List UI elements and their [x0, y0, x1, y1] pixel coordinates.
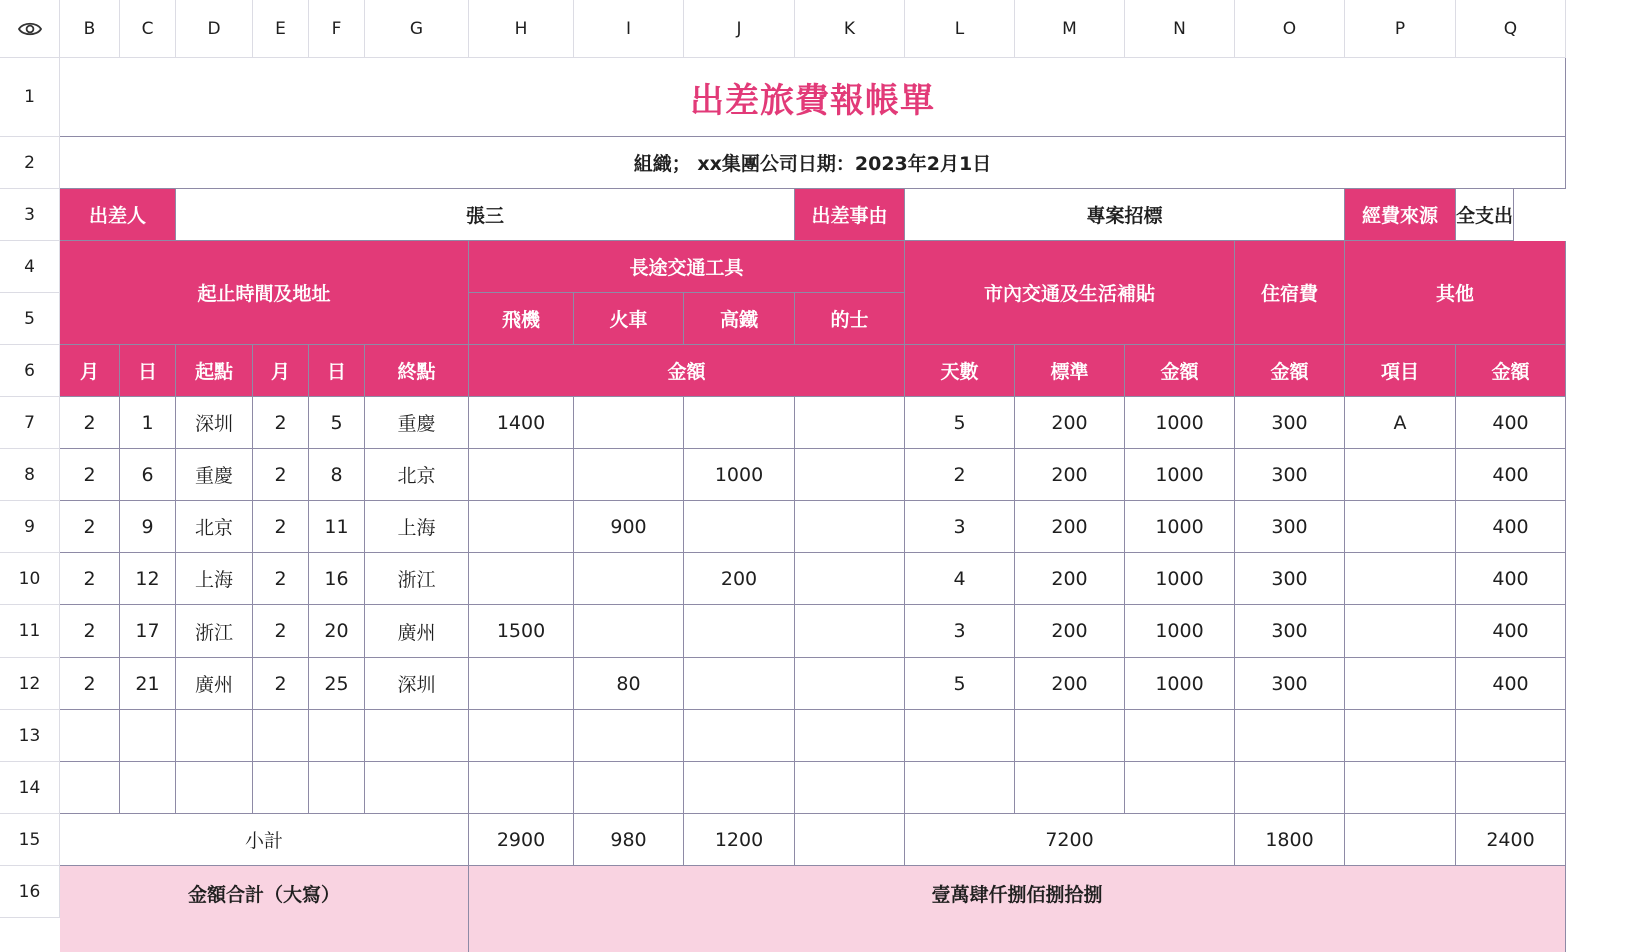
- table-cell[interactable]: 80: [574, 658, 684, 710]
- table-cell-empty[interactable]: [253, 762, 309, 814]
- table-cell[interactable]: 200: [1015, 397, 1125, 449]
- table-cell[interactable]: 300: [1235, 658, 1345, 710]
- table-cell-empty[interactable]: [469, 762, 574, 814]
- table-cell[interactable]: 8: [309, 449, 365, 501]
- table-cell-empty[interactable]: [684, 762, 795, 814]
- table-cell[interactable]: 2: [60, 658, 120, 710]
- table-cell-empty[interactable]: [1345, 762, 1456, 814]
- reason-label[interactable]: 出差事由: [795, 189, 905, 241]
- table-cell-empty[interactable]: [60, 762, 120, 814]
- table-cell[interactable]: 深圳: [365, 658, 469, 710]
- table-cell[interactable]: 6: [120, 449, 176, 501]
- table-cell[interactable]: 2: [253, 397, 309, 449]
- table-cell[interactable]: 2: [60, 449, 120, 501]
- table-cell[interactable]: 3: [905, 501, 1015, 553]
- table-cell[interactable]: 2: [60, 553, 120, 605]
- header-lodging[interactable]: 住宿費: [1235, 241, 1345, 345]
- table-cell-empty[interactable]: [1235, 762, 1345, 814]
- header-other-item[interactable]: 項目: [1345, 345, 1456, 397]
- table-cell[interactable]: 25: [309, 658, 365, 710]
- subtotal-airplane[interactable]: 2900: [469, 814, 574, 866]
- table-cell[interactable]: 2: [60, 501, 120, 553]
- column-header-c[interactable]: C: [120, 0, 176, 58]
- table-cell[interactable]: [1345, 605, 1456, 658]
- row-header-7[interactable]: 7: [0, 397, 60, 449]
- header-day-start[interactable]: 日: [120, 345, 176, 397]
- table-cell[interactable]: 400: [1456, 658, 1566, 710]
- table-cell[interactable]: 2: [60, 605, 120, 658]
- column-header-g[interactable]: G: [365, 0, 469, 58]
- table-cell-empty[interactable]: [1456, 710, 1566, 762]
- table-cell[interactable]: 北京: [176, 501, 253, 553]
- table-cell[interactable]: [684, 605, 795, 658]
- table-cell[interactable]: 900: [574, 501, 684, 553]
- subtotal-lodging[interactable]: 1800: [1235, 814, 1345, 866]
- column-header-q[interactable]: Q: [1456, 0, 1566, 58]
- table-cell[interactable]: 5: [309, 397, 365, 449]
- table-cell[interactable]: 上海: [365, 501, 469, 553]
- table-cell[interactable]: 12: [120, 553, 176, 605]
- table-cell[interactable]: 9: [120, 501, 176, 553]
- sheet-title[interactable]: 出差旅費報帳單: [60, 58, 1566, 137]
- table-cell[interactable]: 2: [253, 605, 309, 658]
- header-time-place[interactable]: 起止時間及地址: [60, 241, 469, 345]
- table-cell[interactable]: 北京: [365, 449, 469, 501]
- table-cell[interactable]: 300: [1235, 501, 1345, 553]
- table-cell[interactable]: 1400: [469, 397, 574, 449]
- table-cell[interactable]: 300: [1235, 397, 1345, 449]
- eye-icon[interactable]: [17, 20, 43, 38]
- header-airplane[interactable]: 飛機: [469, 293, 574, 345]
- row-header-11[interactable]: 11: [0, 605, 60, 658]
- table-cell[interactable]: 11: [309, 501, 365, 553]
- table-cell-empty[interactable]: [176, 762, 253, 814]
- select-all-corner[interactable]: [0, 0, 60, 58]
- table-cell[interactable]: 1000: [1125, 658, 1235, 710]
- table-cell[interactable]: 2: [905, 449, 1015, 501]
- column-header-d[interactable]: D: [176, 0, 253, 58]
- table-cell-empty[interactable]: [1456, 762, 1566, 814]
- column-header-m[interactable]: M: [1015, 0, 1125, 58]
- table-cell[interactable]: 2: [253, 449, 309, 501]
- table-cell[interactable]: [469, 553, 574, 605]
- table-cell-empty[interactable]: [365, 762, 469, 814]
- row-header-3[interactable]: 3: [0, 189, 60, 241]
- table-cell[interactable]: 1000: [684, 449, 795, 501]
- subtotal-label[interactable]: 小計: [60, 814, 469, 866]
- table-cell-empty[interactable]: [1125, 710, 1235, 762]
- subtotal-taxi[interactable]: [795, 814, 905, 866]
- table-cell-empty[interactable]: [795, 710, 905, 762]
- table-cell[interactable]: 400: [1456, 501, 1566, 553]
- table-cell-empty[interactable]: [1015, 710, 1125, 762]
- subtotal-train[interactable]: 980: [574, 814, 684, 866]
- row-header-1[interactable]: 1: [0, 58, 60, 137]
- header-month-end[interactable]: 月: [253, 345, 309, 397]
- column-header-o[interactable]: O: [1235, 0, 1345, 58]
- total-label[interactable]: 金額合計（大寫）: [60, 866, 469, 952]
- table-cell-empty[interactable]: [120, 710, 176, 762]
- header-other-amount[interactable]: 金額: [1456, 345, 1566, 397]
- traveler-label[interactable]: 出差人: [60, 189, 176, 241]
- table-cell-empty[interactable]: [905, 762, 1015, 814]
- row-header-12[interactable]: 12: [0, 658, 60, 710]
- table-cell[interactable]: 300: [1235, 605, 1345, 658]
- table-cell[interactable]: 17: [120, 605, 176, 658]
- table-cell[interactable]: [469, 449, 574, 501]
- table-cell-empty[interactable]: [905, 710, 1015, 762]
- row-header-13[interactable]: 13: [0, 710, 60, 762]
- table-cell[interactable]: 1000: [1125, 605, 1235, 658]
- table-cell[interactable]: 5: [905, 658, 1015, 710]
- column-header-n[interactable]: N: [1125, 0, 1235, 58]
- table-cell[interactable]: [1345, 501, 1456, 553]
- table-cell[interactable]: 400: [1456, 397, 1566, 449]
- column-header-h[interactable]: H: [469, 0, 574, 58]
- header-city-allowance[interactable]: 市內交通及生活補貼: [905, 241, 1235, 345]
- header-taxi[interactable]: 的士: [795, 293, 905, 345]
- header-hsr[interactable]: 高鐵: [684, 293, 795, 345]
- table-cell[interactable]: [1345, 553, 1456, 605]
- reason-value[interactable]: 專案招標: [905, 189, 1345, 241]
- table-cell[interactable]: [795, 397, 905, 449]
- total-value[interactable]: 壹萬肆仟捌佰捌拾捌: [469, 866, 1566, 952]
- header-city-amount[interactable]: 金額: [1125, 345, 1235, 397]
- table-cell-empty[interactable]: [684, 710, 795, 762]
- table-cell[interactable]: 2: [60, 397, 120, 449]
- table-cell[interactable]: [795, 501, 905, 553]
- table-cell[interactable]: 200: [1015, 553, 1125, 605]
- subtotal-city[interactable]: 7200: [905, 814, 1235, 866]
- table-cell[interactable]: 200: [1015, 501, 1125, 553]
- table-cell[interactable]: 21: [120, 658, 176, 710]
- table-cell[interactable]: [469, 658, 574, 710]
- column-header-p[interactable]: P: [1345, 0, 1456, 58]
- row-header-16[interactable]: 16: [0, 866, 60, 918]
- table-cell[interactable]: [684, 501, 795, 553]
- column-header-i[interactable]: I: [574, 0, 684, 58]
- header-train[interactable]: 火車: [574, 293, 684, 345]
- table-cell-empty[interactable]: [309, 710, 365, 762]
- table-cell-empty[interactable]: [365, 710, 469, 762]
- table-cell[interactable]: [684, 658, 795, 710]
- table-cell-empty[interactable]: [574, 762, 684, 814]
- table-cell-empty[interactable]: [469, 710, 574, 762]
- column-header-f[interactable]: F: [309, 0, 365, 58]
- row-header-2[interactable]: 2: [0, 137, 60, 189]
- table-cell-empty[interactable]: [253, 710, 309, 762]
- column-header-e[interactable]: E: [253, 0, 309, 58]
- header-days[interactable]: 天數: [905, 345, 1015, 397]
- info-line[interactable]: 組織； xx集團公司日期：2023年2月1日: [60, 137, 1566, 189]
- subtotal-other-amount[interactable]: 2400: [1456, 814, 1566, 866]
- table-cell[interactable]: 廣州: [176, 658, 253, 710]
- table-cell[interactable]: 400: [1456, 553, 1566, 605]
- table-cell[interactable]: 1000: [1125, 397, 1235, 449]
- row-header-6[interactable]: 6: [0, 345, 60, 397]
- table-cell-empty[interactable]: [60, 710, 120, 762]
- subtotal-hsr[interactable]: 1200: [684, 814, 795, 866]
- table-cell[interactable]: 200: [1015, 605, 1125, 658]
- table-cell[interactable]: 200: [1015, 449, 1125, 501]
- column-header-k[interactable]: K: [795, 0, 905, 58]
- table-cell[interactable]: [795, 449, 905, 501]
- table-cell-empty[interactable]: [309, 762, 365, 814]
- table-cell[interactable]: 浙江: [365, 553, 469, 605]
- table-cell[interactable]: [574, 449, 684, 501]
- table-cell[interactable]: 1: [120, 397, 176, 449]
- column-header-j[interactable]: J: [684, 0, 795, 58]
- table-cell-empty[interactable]: [795, 762, 905, 814]
- table-cell[interactable]: [469, 501, 574, 553]
- header-standard[interactable]: 標準: [1015, 345, 1125, 397]
- row-header-14[interactable]: 14: [0, 762, 60, 814]
- table-cell[interactable]: [574, 605, 684, 658]
- header-transport-amount[interactable]: 金額: [469, 345, 905, 397]
- table-cell[interactable]: 4: [905, 553, 1015, 605]
- header-lodging-amount[interactable]: 金額: [1235, 345, 1345, 397]
- row-header-4[interactable]: 4: [0, 241, 60, 293]
- header-other[interactable]: 其他: [1345, 241, 1566, 345]
- table-cell[interactable]: 20: [309, 605, 365, 658]
- table-cell-empty[interactable]: [1015, 762, 1125, 814]
- funding-value[interactable]: 全支出: [1456, 189, 1514, 241]
- table-cell[interactable]: 1000: [1125, 553, 1235, 605]
- table-cell-empty[interactable]: [574, 710, 684, 762]
- table-cell[interactable]: 300: [1235, 449, 1345, 501]
- table-cell[interactable]: 2: [253, 553, 309, 605]
- table-cell-empty[interactable]: [1125, 762, 1235, 814]
- table-cell[interactable]: [1345, 658, 1456, 710]
- table-cell[interactable]: [574, 397, 684, 449]
- table-cell[interactable]: [795, 553, 905, 605]
- row-header-5[interactable]: 5: [0, 293, 60, 345]
- table-cell[interactable]: 重慶: [176, 449, 253, 501]
- header-day-end[interactable]: 日: [309, 345, 365, 397]
- table-cell[interactable]: 深圳: [176, 397, 253, 449]
- column-header-b[interactable]: B: [60, 0, 120, 58]
- table-cell[interactable]: 3: [905, 605, 1015, 658]
- table-cell[interactable]: 200: [684, 553, 795, 605]
- subtotal-other-item[interactable]: [1345, 814, 1456, 866]
- table-cell-empty[interactable]: [120, 762, 176, 814]
- table-cell[interactable]: 400: [1456, 449, 1566, 501]
- table-cell-empty[interactable]: [1235, 710, 1345, 762]
- table-cell[interactable]: 1500: [469, 605, 574, 658]
- table-cell[interactable]: 300: [1235, 553, 1345, 605]
- row-header-8[interactable]: 8: [0, 449, 60, 501]
- table-cell[interactable]: [574, 553, 684, 605]
- column-header-l[interactable]: L: [905, 0, 1015, 58]
- row-header-9[interactable]: 9: [0, 501, 60, 553]
- header-end-place[interactable]: 終點: [365, 345, 469, 397]
- table-cell[interactable]: 浙江: [176, 605, 253, 658]
- table-cell[interactable]: 上海: [176, 553, 253, 605]
- row-header-10[interactable]: 10: [0, 553, 60, 605]
- table-cell[interactable]: 5: [905, 397, 1015, 449]
- header-start-place[interactable]: 起點: [176, 345, 253, 397]
- table-cell[interactable]: 1000: [1125, 501, 1235, 553]
- funding-label[interactable]: 經費來源: [1345, 189, 1456, 241]
- table-cell[interactable]: 400: [1456, 605, 1566, 658]
- traveler-value[interactable]: 張三: [176, 189, 795, 241]
- header-month-start[interactable]: 月: [60, 345, 120, 397]
- table-cell[interactable]: [684, 397, 795, 449]
- table-cell[interactable]: 1000: [1125, 449, 1235, 501]
- table-cell[interactable]: A: [1345, 397, 1456, 449]
- table-cell[interactable]: 200: [1015, 658, 1125, 710]
- table-cell[interactable]: 重慶: [365, 397, 469, 449]
- row-header-15[interactable]: 15: [0, 814, 60, 866]
- table-cell-empty[interactable]: [1345, 710, 1456, 762]
- table-cell[interactable]: [795, 658, 905, 710]
- table-cell[interactable]: 2: [253, 658, 309, 710]
- table-cell[interactable]: 2: [253, 501, 309, 553]
- table-cell[interactable]: 廣州: [365, 605, 469, 658]
- header-long-transport[interactable]: 長途交通工具: [469, 241, 905, 293]
- table-cell-empty[interactable]: [176, 710, 253, 762]
- table-cell[interactable]: 16: [309, 553, 365, 605]
- table-cell[interactable]: [795, 605, 905, 658]
- table-cell[interactable]: [1345, 449, 1456, 501]
